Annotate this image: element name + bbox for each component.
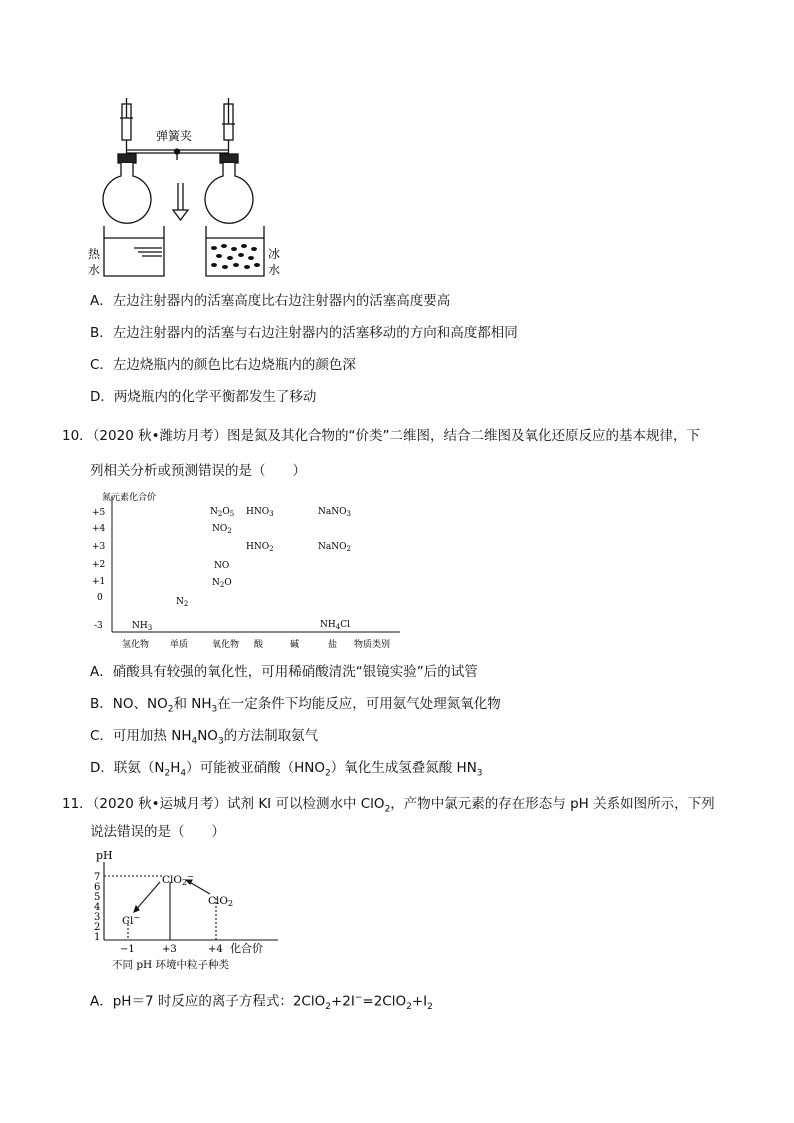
q11-stem-sub: 2 [384, 804, 391, 815]
q9-option-b[interactable]: B．左边注射器内的活塞与右边注射器内的活塞移动的方向和高度都相同 [90, 325, 518, 341]
x-tick-salt: 盐 [328, 640, 338, 650]
q10-c-sub-1: 4 [191, 736, 198, 747]
q11-a-sub-1: 2 [325, 1002, 331, 1013]
x-tick-+3: +3 [162, 944, 177, 955]
q10-c-text-2: NO [197, 728, 218, 744]
species-HNO2: $HNO_2$ [246, 542, 274, 553]
q10-d-text-1: D．联氨（N [90, 760, 165, 776]
q10-d-text-2: H [170, 760, 181, 776]
q10-option-d[interactable] [90, 759, 483, 783]
q10-d-sub-4: 3 [476, 768, 483, 779]
x-tick-oxide: 氧化物 [212, 640, 240, 650]
right-flask [205, 163, 253, 223]
species-NH4Cl: $NH_4Cl$ [320, 620, 350, 631]
y-axis-title: 氮元素化合价 [102, 493, 157, 503]
y-tick-+4: +4 [92, 524, 106, 534]
y-tick-+1: +1 [92, 577, 106, 587]
species-NO2: $NO_2$ [212, 524, 232, 535]
left-flask [103, 163, 151, 223]
x-axis-title: 物质类别 [354, 640, 391, 650]
y-tick-0: 0 [97, 593, 103, 603]
hot-water-label-1: 热 [88, 247, 101, 261]
q11-option-a[interactable] [90, 989, 433, 1016]
y-tick-+3: +3 [92, 542, 106, 552]
q11-a-sub-2: 2 [406, 1002, 412, 1013]
q10-d-sub-2: 4 [180, 768, 187, 779]
q10-c-text-1: C．可用加热 NH [90, 728, 192, 744]
q10-d-sub-3: 2 [325, 768, 331, 779]
q9-option-d[interactable]: D．两烧瓶内的化学平衡都发生了移动 [90, 389, 317, 405]
q11-a-sub-3: 2 [427, 1002, 433, 1013]
q11-a-text-3: =2ClO [362, 993, 407, 1010]
ice-water-label-1: 冰 [268, 247, 281, 261]
q10-d-sub-1: 2 [164, 768, 171, 779]
ice-water-label-2: 水 [268, 263, 281, 277]
species-N2: $N_2$ [176, 597, 189, 608]
species-HNO3: $HNO_3$ [246, 507, 274, 518]
q9-option-a[interactable]: A．左边注射器内的活塞高度比右边注射器内的活塞高度要高 [90, 293, 451, 309]
species-NaNO2: NaNO$_2$ [318, 542, 351, 553]
q11-stem-text-1: 11．（2020 秋•运城月考）试剂 KI 可以检测水中 ClO [62, 796, 385, 812]
y-tick-4: 4 [94, 902, 101, 913]
x-tick-acid: 酸 [254, 640, 264, 650]
y-tick--3: -3 [94, 621, 103, 631]
hot-water-beaker [104, 226, 164, 276]
q11-a-text-1: A．pH＝7 时反应的离子方程式：2ClO [90, 993, 326, 1010]
chlorine-ph-chart [88, 848, 308, 974]
q10-c-sub-2: 3 [217, 736, 224, 747]
y-tick-3: 3 [94, 912, 101, 923]
ice-water-beaker [206, 226, 264, 276]
y-tick-6: 6 [94, 882, 101, 893]
apparatus-figure [84, 98, 284, 278]
y-tick-+5: +5 [92, 508, 106, 518]
q11-stem-text-2: ，产物中氯元素的存在形态与 pH 关系如图所示，下列 [390, 796, 715, 812]
q11-a-text-4: +I [411, 993, 428, 1010]
q10-option-c[interactable] [90, 727, 318, 751]
species-ClO2-minus: ClO2− [162, 872, 194, 887]
clamp-label: 弹簧夹 [156, 129, 193, 143]
y-axis-title: pH [96, 849, 113, 862]
q10-d-text-4: ）氧化生成氢叠氮酸 HN [330, 760, 477, 776]
q10-b-sub-1: 2 [167, 704, 174, 715]
q11-a-sup: − [354, 993, 363, 1003]
q10-d-text-3: ）可能被亚硝酸（HNO [186, 760, 326, 776]
y-tick-2: 2 [94, 922, 101, 933]
x-axis-title: 化合价 [230, 942, 263, 955]
species-NH3: $NH_3$ [132, 621, 153, 632]
q10-stem-line1: 10．（2020 秋•潍坊月考）图是氮及其化合物的“价类”二维图，结合二维图及氧化还原反应的基本规律，下 [62, 428, 701, 444]
x-tick-hydride: 氢化物 [122, 640, 150, 650]
x-tick--1: −1 [120, 944, 135, 955]
x-tick-element: 单质 [170, 640, 189, 650]
q10-option-b[interactable] [90, 695, 501, 719]
q10-b-text-1: B．NO、NO [90, 696, 168, 712]
y-tick-+2: +2 [92, 560, 106, 570]
species-Cl-minus: Cl− [122, 913, 141, 927]
species-NaNO3: NaNO$_3$ [318, 507, 351, 518]
q10-option-a[interactable]: A．硝酸具有较强的氧化性，可用稀硝酸清洗“银镜实验”后的试管 [90, 664, 478, 680]
q11-stem-line1 [62, 795, 715, 819]
y-tick-7: 7 [94, 872, 101, 883]
q11-a-text-2: +2I [330, 993, 355, 1010]
q10-b-text-3: 在一定条件下均能反应，可用氨气处理氮氧化物 [217, 696, 501, 712]
q9-option-c[interactable]: C．左边烧瓶内的颜色比右边烧瓶内的颜色深 [90, 357, 356, 373]
q11-stem-line2: 说法错误的是（ ） [90, 824, 225, 840]
q10-b-sub-2: 3 [211, 704, 218, 715]
q10-c-text-3: 的方法制取氨气 [223, 728, 319, 744]
species-N2O: $N_2O$ [212, 578, 232, 589]
clamp [175, 149, 180, 154]
species-ClO2: ClO2 [208, 895, 234, 908]
y-tick-1: 1 [94, 932, 101, 943]
q10-stem-line2: 列相关分析或预测错误的是（ ） [90, 463, 306, 479]
x-tick-base: 碱 [290, 640, 300, 650]
ice-cubes [211, 244, 260, 269]
hot-water-label-2: 水 [88, 263, 101, 277]
q10-b-text-2: 和 NH [173, 696, 212, 712]
y-tick-5: 5 [94, 892, 101, 903]
down-arrow-icon [173, 183, 188, 220]
nitrogen-valence-chart [88, 490, 408, 652]
species-NO: NO [214, 561, 230, 571]
x-tick-+4: +4 [208, 944, 223, 955]
species-N2O5: $N_2O_5$ [210, 507, 235, 518]
chart-caption: 不同 pH 环境中粒子种类 [112, 959, 230, 971]
